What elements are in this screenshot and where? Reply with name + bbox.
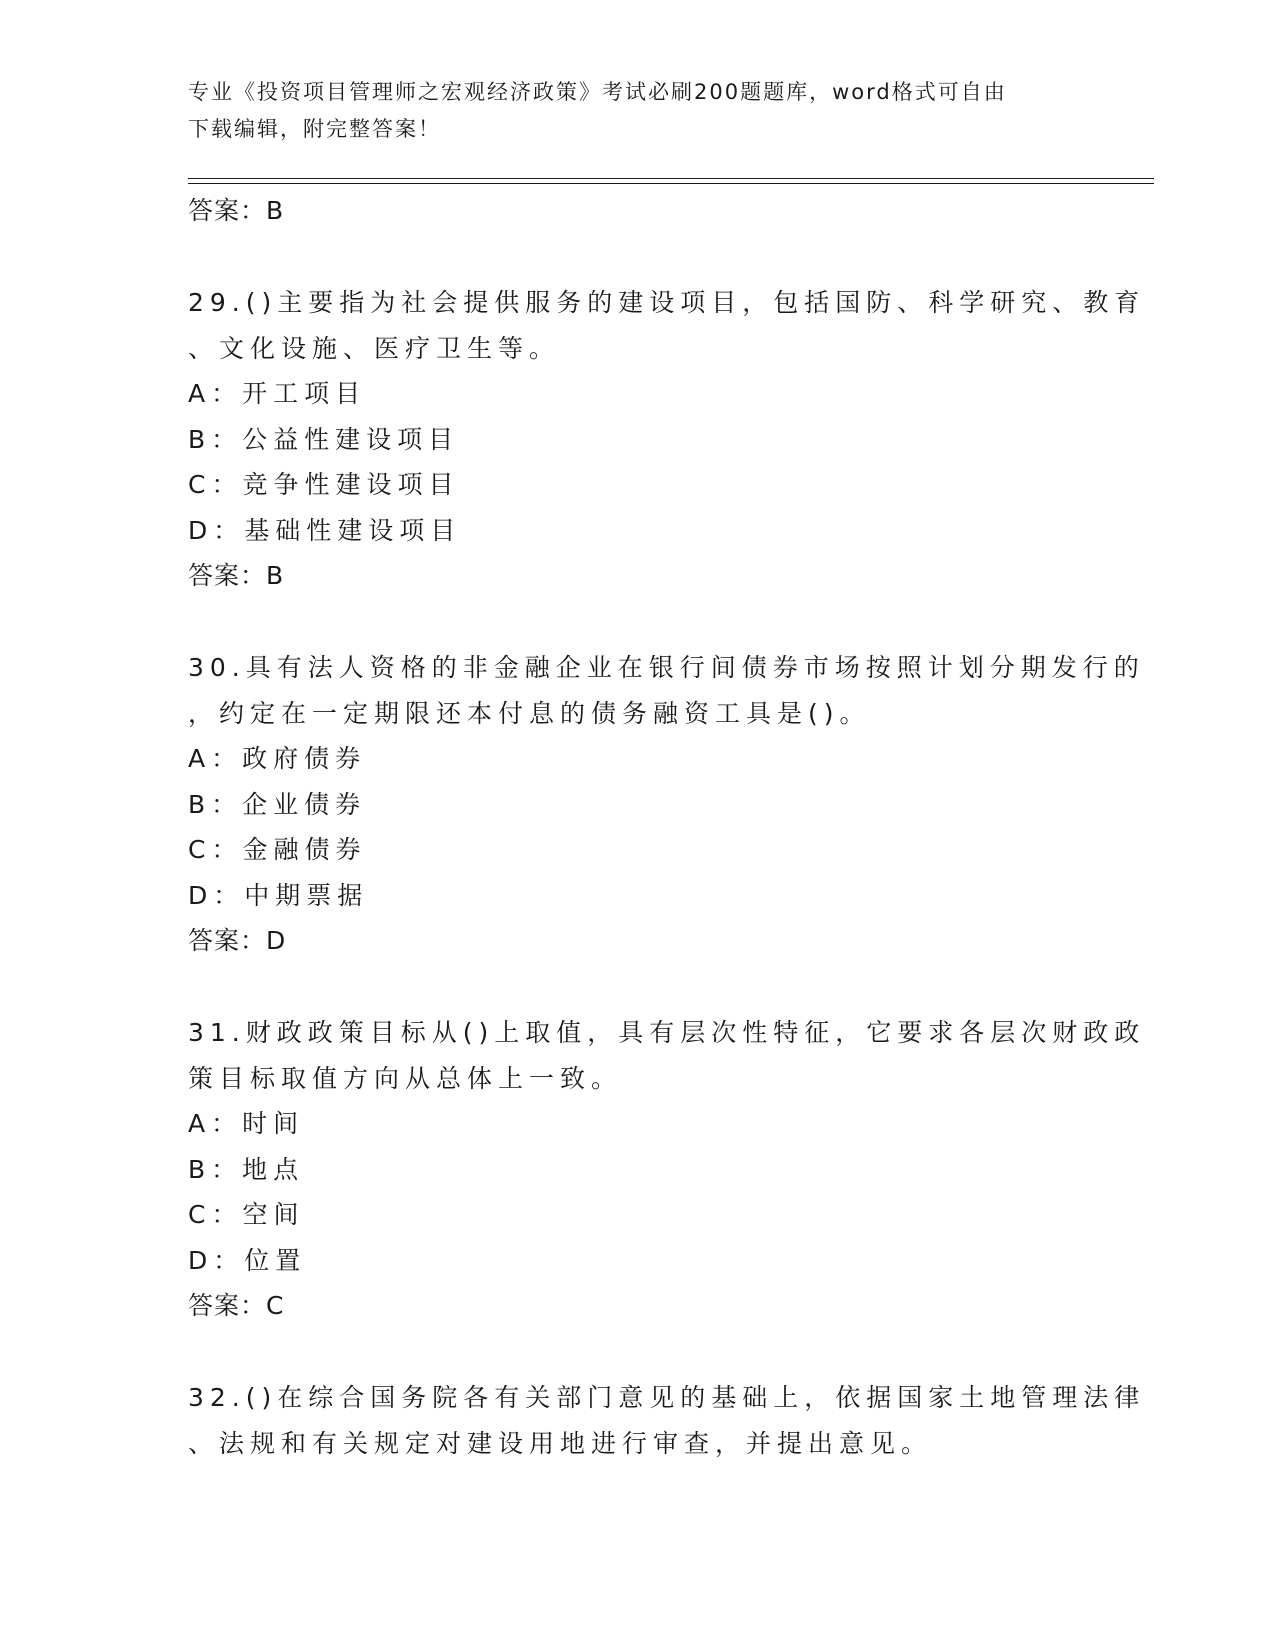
option-c: C：金融债券 bbox=[188, 835, 367, 864]
question-text-line: 、法规和有关规定对建设用地进行审查，并提出意见。 bbox=[188, 1428, 933, 1458]
question-text-line: 、文化设施、医疗卫生等。 bbox=[188, 333, 561, 363]
option-c: C：空间 bbox=[188, 1200, 305, 1229]
option-b: B：企业债券 bbox=[188, 789, 367, 819]
spacer bbox=[188, 964, 1088, 1010]
answer-line: 答案：D bbox=[188, 926, 287, 955]
spacer bbox=[188, 1329, 1088, 1375]
question-text-line: 32.()在综合国务院各有关部门意见的基础上，依据国家土地管理法律 bbox=[188, 1383, 1146, 1412]
answer-line: 答案：C bbox=[188, 1291, 285, 1320]
spacer bbox=[188, 599, 1088, 645]
answer-line: 答案：B bbox=[188, 561, 285, 590]
header-rule-bottom bbox=[188, 183, 1154, 184]
option-a: A：开工项目 bbox=[188, 379, 367, 408]
question-text-line: 31.财政政策目标从()上取值，具有层次性特征，它要求各层次财政政 bbox=[188, 1018, 1146, 1047]
option-b: B：地点 bbox=[188, 1154, 305, 1184]
page-header bbox=[188, 74, 1068, 148]
option-a: A：政府债券 bbox=[188, 744, 367, 773]
question-list bbox=[188, 188, 1146, 1466]
header-line-2: 下载编辑，附完整答案！ bbox=[188, 117, 441, 141]
question-text-line: 29.()主要指为社会提供服务的建设项目，包括国防、科学研究、教育 bbox=[188, 288, 1146, 317]
option-d: D：位置 bbox=[188, 1245, 307, 1275]
option-c: C：竞争性建设项目 bbox=[188, 470, 460, 499]
header-rule-top bbox=[188, 178, 1154, 179]
question-32 bbox=[188, 1375, 1146, 1466]
question-31 bbox=[188, 1010, 1146, 1329]
question-text-line: ，约定在一定期限还本付息的债务融资工具是()。 bbox=[188, 698, 871, 728]
spacer bbox=[188, 234, 1088, 280]
question-text-line: 30.具有法人资格的非金融企业在银行间债券市场按照计划分期发行的 bbox=[188, 653, 1145, 682]
question-29 bbox=[188, 280, 1146, 599]
header-line-1: 专业《投资项目管理师之宏观经济政策》考试必刷200题题库，word格式可自由 bbox=[188, 80, 1007, 104]
question-text-line: 策目标取值方向从总体上一致。 bbox=[188, 1063, 623, 1093]
option-a: A：时间 bbox=[188, 1109, 305, 1138]
option-d: D：基础性建设项目 bbox=[188, 515, 462, 545]
question-30 bbox=[188, 645, 1145, 964]
option-d: D：中期票据 bbox=[188, 880, 369, 910]
answer-line: 答案：B bbox=[188, 196, 285, 225]
option-b: B：公益性建设项目 bbox=[188, 424, 460, 454]
